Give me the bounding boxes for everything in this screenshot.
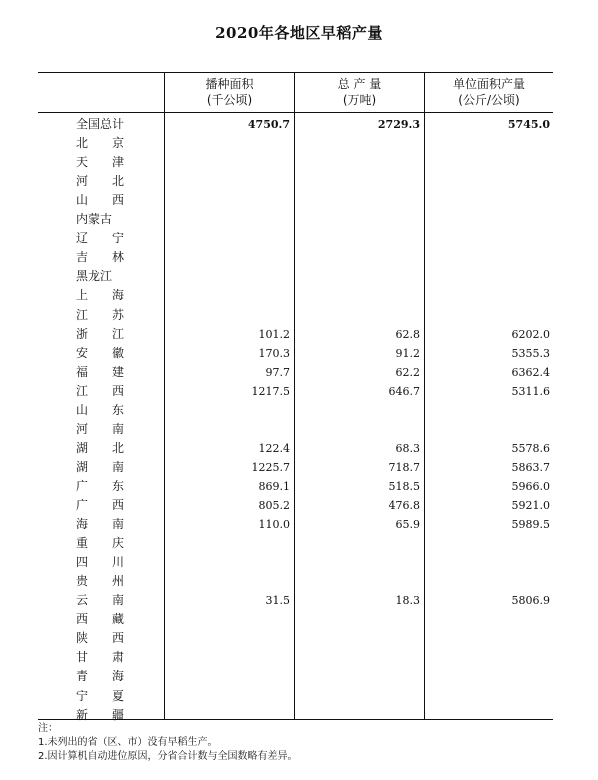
- header-output-unit: (万吨): [342, 93, 377, 107]
- output-value: 646.7: [388, 384, 420, 398]
- data-table: [38, 72, 553, 720]
- output-value: 518.5: [388, 479, 420, 493]
- footnote-label: 注：: [38, 723, 58, 734]
- region-name: 贵 州: [76, 574, 125, 589]
- table-row: [38, 667, 553, 686]
- header-yield-label: 单位面积产量: [452, 77, 525, 91]
- table-row: [38, 382, 553, 401]
- region-name: 天 津: [76, 155, 125, 170]
- page-title: 2020年各地区早稻产量: [215, 24, 383, 42]
- region-name: 广 东: [76, 478, 125, 493]
- table-row: [38, 629, 553, 648]
- region-name: 吉 林: [76, 250, 125, 265]
- region-name: 内蒙古: [76, 212, 113, 227]
- region-name: 上 海: [76, 288, 125, 303]
- region-name: 北 京: [76, 136, 125, 151]
- header-area: [165, 76, 294, 108]
- region-name: 云 南: [76, 593, 125, 608]
- output-value: 718.7: [388, 460, 420, 474]
- yield-value: 5578.6: [511, 441, 550, 455]
- region-name: 黑龙江: [76, 269, 113, 284]
- output-value: 65.9: [395, 518, 420, 532]
- region-name: 新 疆: [76, 707, 125, 722]
- region-name: 甘 肃: [76, 650, 125, 665]
- yield-value: 5745.0: [507, 118, 550, 131]
- region-name: 重 庆: [76, 536, 125, 551]
- table-row: [38, 325, 553, 344]
- table-row: [38, 153, 553, 172]
- table-row: [38, 439, 553, 458]
- header-yield: [425, 76, 553, 108]
- table-row: [38, 534, 553, 553]
- footnote-2: 2.因计算机自动进位原因，分省合计数与全国数略有差异。: [38, 751, 298, 762]
- output-value: 18.3: [395, 594, 420, 608]
- footnotes: [38, 722, 298, 764]
- table-row: [38, 267, 553, 286]
- table-top-rule: [38, 72, 553, 73]
- region-name: 浙 江: [76, 326, 125, 341]
- table-row: [38, 134, 553, 153]
- footnote-1: 1.未列出的省（区、市）没有早稻生产。: [38, 737, 218, 748]
- table-row-total: [38, 115, 553, 134]
- yield-value: 6362.4: [511, 365, 550, 379]
- yield-value: 5311.6: [511, 384, 550, 398]
- output-value: 68.3: [395, 441, 420, 455]
- table-row: [38, 553, 553, 572]
- region-name: 辽 宁: [76, 231, 125, 246]
- region-name: 湖 南: [76, 459, 125, 474]
- table-row: [38, 248, 553, 267]
- table-row: [38, 401, 553, 420]
- region-name: 安 徽: [76, 345, 125, 360]
- table-header-rule: [38, 112, 553, 113]
- yield-value: 6202.0: [511, 327, 550, 341]
- yield-value: 5966.0: [511, 479, 550, 493]
- region-name: 山 西: [76, 193, 125, 208]
- table-row: [38, 191, 553, 210]
- output-value: 62.2: [395, 365, 420, 379]
- yield-value: 5806.9: [511, 594, 550, 608]
- area-value: 101.2: [258, 327, 290, 341]
- region-name: 湖 北: [76, 440, 125, 455]
- area-value: 110.0: [258, 518, 290, 532]
- output-value: 476.8: [388, 499, 420, 512]
- table-row: [38, 229, 553, 248]
- header-output: [295, 76, 424, 108]
- region-name: 陕 西: [76, 631, 125, 646]
- header-area-label: 播种面积: [205, 77, 254, 91]
- table-row: [38, 306, 553, 325]
- yield-value: 5989.5: [511, 518, 550, 532]
- area-value: 1225.7: [251, 460, 290, 474]
- table-row: [38, 477, 553, 496]
- region-name: 江 苏: [76, 307, 125, 322]
- region-name: 全国总计: [76, 117, 125, 131]
- header-area-unit: (千公顷): [206, 93, 253, 107]
- area-value: 869.1: [258, 479, 290, 493]
- region-name: 宁 夏: [76, 688, 125, 703]
- yield-value: 5355.3: [511, 346, 550, 360]
- region-name: 河 北: [76, 174, 125, 189]
- header-yield-unit: (公斤/公顷): [458, 93, 520, 107]
- region-name: 西 藏: [76, 612, 125, 627]
- table-row: [38, 515, 553, 534]
- output-value: 62.8: [395, 327, 420, 341]
- area-value: 170.3: [258, 346, 290, 360]
- area-value: 122.4: [258, 441, 290, 455]
- table-row: [38, 572, 553, 591]
- area-value: 1217.5: [251, 384, 290, 398]
- table-row: [38, 344, 553, 363]
- output-value: 91.2: [395, 346, 420, 360]
- area-value: 805.2: [258, 499, 290, 512]
- region-name: 四 川: [76, 555, 125, 570]
- region-name: 海 南: [76, 517, 125, 532]
- region-name: 青 海: [76, 669, 125, 684]
- table-row: [38, 610, 553, 629]
- area-value: 31.5: [265, 594, 290, 608]
- yield-value: 5921.0: [511, 499, 550, 512]
- yield-value: 5863.7: [511, 460, 550, 474]
- table-row: [38, 420, 553, 439]
- header-output-label: 总 产 量: [337, 77, 382, 91]
- table-row: [38, 172, 553, 191]
- table-row: [38, 496, 553, 515]
- table-row: [38, 687, 553, 706]
- table-row: [38, 210, 553, 229]
- region-name: 福 建: [76, 364, 125, 379]
- table-row: [38, 286, 553, 305]
- output-value: 2729.3: [377, 118, 420, 131]
- area-value: 97.7: [265, 365, 290, 379]
- region-name: 山 东: [76, 402, 125, 417]
- table-row: [38, 458, 553, 477]
- table-row: [38, 591, 553, 610]
- table-row: [38, 648, 553, 667]
- table-row: [38, 363, 553, 382]
- region-name: 河 南: [76, 421, 125, 436]
- region-name: 江 西: [76, 383, 125, 398]
- area-value: 4750.7: [247, 118, 290, 131]
- region-name: 广 西: [76, 498, 125, 512]
